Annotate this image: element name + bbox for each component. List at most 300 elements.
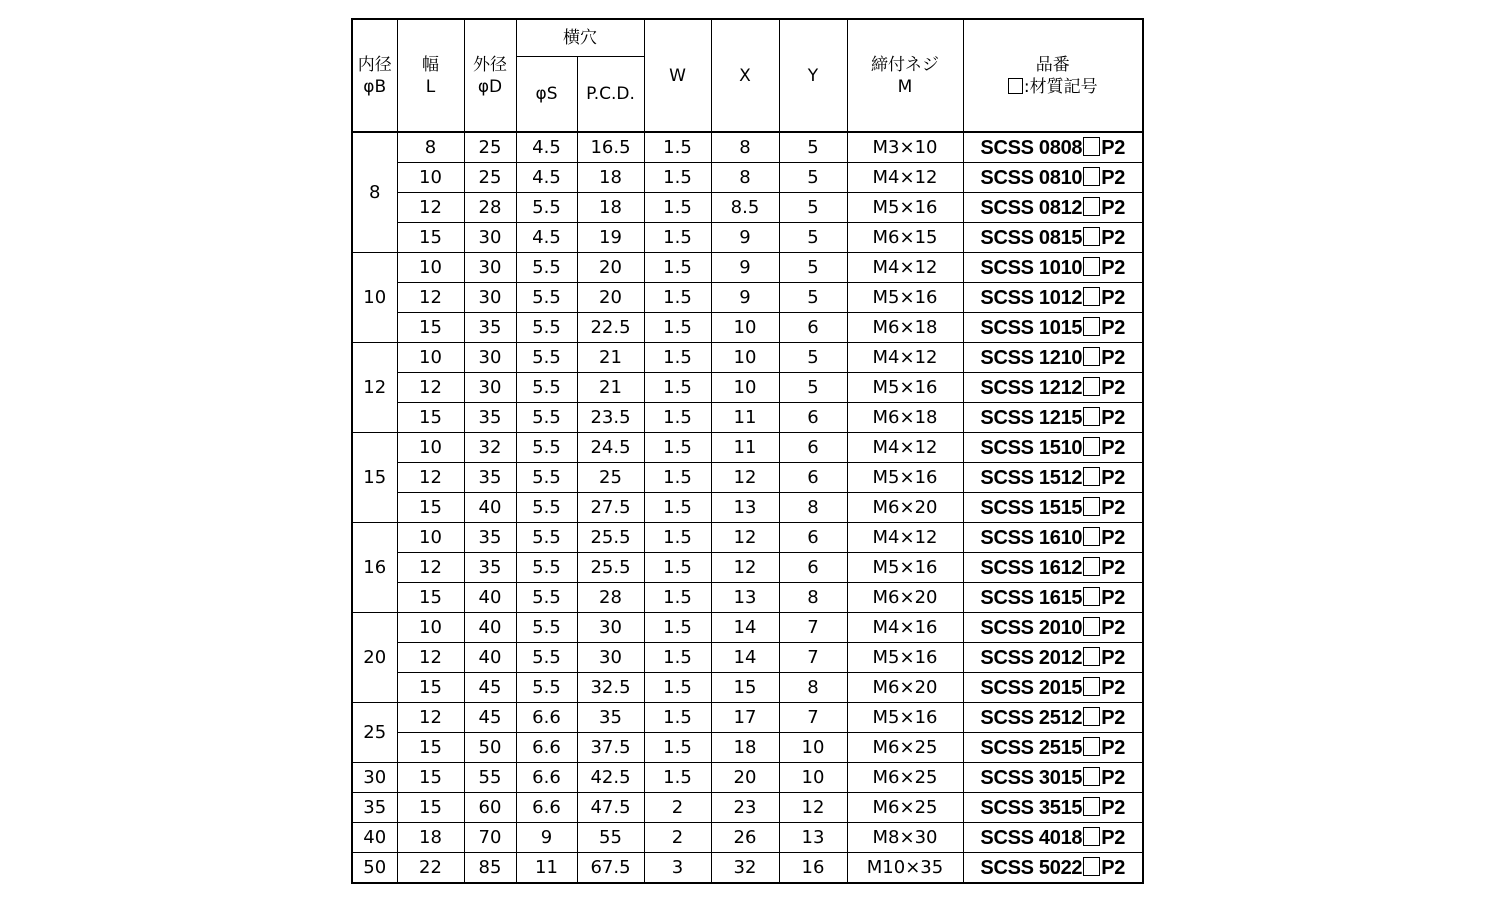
- part-number-suffix: P2: [1101, 377, 1126, 399]
- cell-d: 30: [464, 283, 516, 313]
- cell-part-number: [963, 733, 1143, 763]
- cell-part-number: [963, 493, 1143, 523]
- cell-d: 35: [464, 313, 516, 343]
- cell-s: 11: [516, 853, 577, 884]
- cell-part-number: [963, 403, 1143, 433]
- material-placeholder-box: [1083, 257, 1100, 276]
- cell-m: M6×25: [847, 763, 963, 793]
- cell-m: M5×16: [847, 373, 963, 403]
- cell-l: 12: [397, 283, 464, 313]
- material-placeholder-box: [1083, 737, 1100, 756]
- cell-d: 50: [464, 733, 516, 763]
- part-number-prefix: SCSS 1212: [980, 377, 1083, 399]
- header-hole-diameter: φS: [516, 57, 577, 133]
- cell-l: 15: [397, 583, 464, 613]
- cell-inner-diameter: 16: [352, 523, 397, 613]
- cell-w: 1.5: [644, 403, 711, 433]
- cell-w: 1.5: [644, 523, 711, 553]
- cell-d: 70: [464, 823, 516, 853]
- cell-pcd: 35: [577, 703, 644, 733]
- cell-y: 6: [779, 403, 847, 433]
- material-placeholder-box: [1083, 557, 1100, 576]
- table-row: [352, 823, 1143, 853]
- cell-x: 8.5: [711, 193, 779, 223]
- material-placeholder-box: [1083, 287, 1100, 306]
- cell-x: 17: [711, 703, 779, 733]
- cell-m: M6×20: [847, 583, 963, 613]
- cell-w: 1.5: [644, 343, 711, 373]
- cell-x: 15: [711, 673, 779, 703]
- cell-x: 10: [711, 373, 779, 403]
- cell-l: 15: [397, 733, 464, 763]
- cell-part-number: [963, 463, 1143, 493]
- cell-w: 1.5: [644, 643, 711, 673]
- cell-w: 1.5: [644, 223, 711, 253]
- cell-w: 1.5: [644, 283, 711, 313]
- material-placeholder-box: [1083, 437, 1100, 456]
- part-number-suffix: P2: [1101, 737, 1126, 759]
- cell-s: 9: [516, 823, 577, 853]
- table-row: [352, 613, 1143, 643]
- part-number-suffix: P2: [1101, 497, 1126, 519]
- table-row: [352, 733, 1143, 763]
- cell-pcd: 25.5: [577, 553, 644, 583]
- cell-l: 10: [397, 163, 464, 193]
- cell-part-number: [963, 373, 1143, 403]
- cell-pcd: 19: [577, 223, 644, 253]
- part-number-suffix: P2: [1101, 437, 1126, 459]
- cell-s: 5.5: [516, 673, 577, 703]
- cell-pcd: 24.5: [577, 433, 644, 463]
- cell-s: 5.5: [516, 283, 577, 313]
- part-number-prefix: SCSS 2515: [980, 737, 1083, 759]
- cell-l: 10: [397, 253, 464, 283]
- cell-m: M5×16: [847, 283, 963, 313]
- cell-l: 8: [397, 132, 464, 163]
- cell-x: 12: [711, 523, 779, 553]
- material-placeholder-box: [1083, 857, 1100, 876]
- table-row: [352, 703, 1143, 733]
- cell-y: 5: [779, 253, 847, 283]
- cell-l: 12: [397, 463, 464, 493]
- part-number-prefix: SCSS 1615: [980, 587, 1083, 609]
- part-number-prefix: SCSS 4018: [980, 827, 1083, 849]
- cell-inner-diameter: 50: [352, 853, 397, 884]
- cell-part-number: [963, 163, 1143, 193]
- cell-w: 1.5: [644, 313, 711, 343]
- cell-d: 30: [464, 373, 516, 403]
- cell-l: 12: [397, 553, 464, 583]
- header-screw: 締付ネジ M: [847, 19, 963, 132]
- cell-x: 9: [711, 253, 779, 283]
- cell-x: 9: [711, 283, 779, 313]
- cell-x: 26: [711, 823, 779, 853]
- table-row: [352, 673, 1143, 703]
- cell-part-number: [963, 583, 1143, 613]
- cell-inner-diameter: 12: [352, 343, 397, 433]
- cell-inner-diameter: 8: [352, 132, 397, 253]
- cell-x: 10: [711, 313, 779, 343]
- cell-part-number: [963, 253, 1143, 283]
- cell-m: M4×12: [847, 163, 963, 193]
- cell-pcd: 32.5: [577, 673, 644, 703]
- part-number-prefix: SCSS 0808: [980, 137, 1083, 159]
- part-number-suffix: P2: [1101, 467, 1126, 489]
- cell-s: 5.5: [516, 613, 577, 643]
- table-row: [352, 433, 1143, 463]
- cell-d: 35: [464, 553, 516, 583]
- cell-x: 14: [711, 613, 779, 643]
- part-number-suffix: P2: [1101, 287, 1126, 309]
- table-row: [352, 313, 1143, 343]
- cell-x: 20: [711, 763, 779, 793]
- cell-y: 8: [779, 493, 847, 523]
- cell-w: 1.5: [644, 163, 711, 193]
- table-row: [352, 373, 1143, 403]
- material-placeholder-box: [1083, 167, 1100, 186]
- cell-pcd: 25.5: [577, 523, 644, 553]
- cell-d: 40: [464, 643, 516, 673]
- cell-y: 6: [779, 553, 847, 583]
- cell-pcd: 27.5: [577, 493, 644, 523]
- cell-y: 5: [779, 193, 847, 223]
- cell-l: 15: [397, 313, 464, 343]
- material-placeholder-box: [1083, 587, 1100, 606]
- cell-inner-diameter: 10: [352, 253, 397, 343]
- cell-m: M6×18: [847, 403, 963, 433]
- cell-part-number: [963, 673, 1143, 703]
- header-width: 幅 L: [397, 19, 464, 132]
- cell-y: 6: [779, 523, 847, 553]
- cell-part-number: [963, 523, 1143, 553]
- table-row: [352, 493, 1143, 523]
- cell-y: 5: [779, 223, 847, 253]
- part-number-suffix: P2: [1101, 257, 1126, 279]
- part-number-prefix: SCSS 0815: [980, 227, 1083, 249]
- part-number-suffix: P2: [1101, 677, 1126, 699]
- table-row: [352, 763, 1143, 793]
- cell-x: 12: [711, 553, 779, 583]
- material-placeholder-box: [1083, 527, 1100, 546]
- cell-part-number: [963, 193, 1143, 223]
- cell-m: M4×12: [847, 523, 963, 553]
- part-number-suffix: P2: [1101, 317, 1126, 339]
- part-number-suffix: P2: [1101, 707, 1126, 729]
- cell-pcd: 42.5: [577, 763, 644, 793]
- cell-x: 8: [711, 163, 779, 193]
- material-placeholder-box: [1083, 677, 1100, 696]
- cell-y: 5: [779, 373, 847, 403]
- cell-w: 1.5: [644, 463, 711, 493]
- cell-x: 23: [711, 793, 779, 823]
- material-placeholder-box: [1083, 137, 1100, 156]
- cell-x: 8: [711, 132, 779, 163]
- cell-s: 6.6: [516, 703, 577, 733]
- part-number-suffix: P2: [1101, 857, 1126, 879]
- cell-d: 45: [464, 703, 516, 733]
- header-side-hole: 横穴: [516, 19, 644, 57]
- cell-l: 10: [397, 433, 464, 463]
- cell-pcd: 67.5: [577, 853, 644, 884]
- cell-inner-diameter: 40: [352, 823, 397, 853]
- cell-part-number: [963, 793, 1143, 823]
- cell-w: 1.5: [644, 373, 711, 403]
- part-number-suffix: P2: [1101, 767, 1126, 789]
- cell-l: 15: [397, 493, 464, 523]
- header-x: X: [711, 19, 779, 132]
- cell-inner-diameter: 25: [352, 703, 397, 763]
- material-placeholder-box: [1083, 647, 1100, 666]
- table-row: [352, 553, 1143, 583]
- cell-l: 15: [397, 223, 464, 253]
- part-number-prefix: SCSS 2010: [980, 617, 1083, 639]
- material-placeholder-box: [1083, 707, 1100, 726]
- part-number-suffix: P2: [1101, 227, 1126, 249]
- cell-l: 12: [397, 703, 464, 733]
- cell-m: M4×12: [847, 253, 963, 283]
- header-part-number: 品番 :材質記号: [963, 19, 1143, 132]
- part-number-suffix: P2: [1101, 407, 1126, 429]
- cell-x: 10: [711, 343, 779, 373]
- cell-s: 5.5: [516, 553, 577, 583]
- cell-x: 12: [711, 463, 779, 493]
- material-placeholder-box: [1083, 197, 1100, 216]
- cell-part-number: [963, 343, 1143, 373]
- cell-w: 1.5: [644, 583, 711, 613]
- cell-pcd: 20: [577, 253, 644, 283]
- cell-pcd: 21: [577, 373, 644, 403]
- cell-m: M6×25: [847, 793, 963, 823]
- cell-part-number: [963, 613, 1143, 643]
- cell-m: M6×18: [847, 313, 963, 343]
- cell-w: 2: [644, 823, 711, 853]
- table-row: [352, 253, 1143, 283]
- material-placeholder-box: [1083, 797, 1100, 816]
- cell-part-number: [963, 433, 1143, 463]
- header-outer-diameter: 外径 φD: [464, 19, 516, 132]
- cell-s: 4.5: [516, 223, 577, 253]
- material-placeholder-box: [1083, 767, 1100, 786]
- part-number-prefix: SCSS 0810: [980, 167, 1083, 189]
- cell-m: M5×16: [847, 703, 963, 733]
- cell-pcd: 55: [577, 823, 644, 853]
- cell-pcd: 18: [577, 163, 644, 193]
- cell-x: 11: [711, 403, 779, 433]
- cell-s: 5.5: [516, 493, 577, 523]
- part-number-prefix: SCSS 1215: [980, 407, 1083, 429]
- cell-d: 35: [464, 523, 516, 553]
- part-number-prefix: SCSS 3515: [980, 797, 1083, 819]
- part-number-prefix: SCSS 1612: [980, 557, 1083, 579]
- cell-inner-diameter: 15: [352, 433, 397, 523]
- material-placeholder-box: [1083, 377, 1100, 396]
- cell-part-number: [963, 853, 1143, 884]
- cell-l: 12: [397, 193, 464, 223]
- cell-w: 1.5: [644, 673, 711, 703]
- cell-l: 10: [397, 343, 464, 373]
- cell-inner-diameter: 20: [352, 613, 397, 703]
- cell-l: 15: [397, 403, 464, 433]
- cell-m: M5×16: [847, 463, 963, 493]
- cell-w: 1.5: [644, 493, 711, 523]
- material-placeholder-box: [1083, 227, 1100, 246]
- cell-s: 4.5: [516, 163, 577, 193]
- cell-s: 5.5: [516, 463, 577, 493]
- cell-part-number: [963, 223, 1143, 253]
- material-placeholder-box: [1083, 617, 1100, 636]
- part-number-prefix: SCSS 5022: [980, 857, 1083, 879]
- cell-d: 40: [464, 493, 516, 523]
- part-number-prefix: SCSS 2015: [980, 677, 1083, 699]
- cell-y: 5: [779, 343, 847, 373]
- part-number-suffix: P2: [1101, 617, 1126, 639]
- cell-s: 5.5: [516, 193, 577, 223]
- cell-y: 8: [779, 673, 847, 703]
- header-inner-diameter: 内径 φB: [352, 19, 397, 132]
- cell-w: 2: [644, 793, 711, 823]
- part-number-prefix: SCSS 1512: [980, 467, 1083, 489]
- part-number-prefix: SCSS 1610: [980, 527, 1083, 549]
- table-row: [352, 523, 1143, 553]
- cell-x: 18: [711, 733, 779, 763]
- cell-s: 5.5: [516, 403, 577, 433]
- table-row: [352, 403, 1143, 433]
- material-placeholder-box: [1083, 827, 1100, 846]
- cell-w: 3: [644, 853, 711, 884]
- cell-x: 9: [711, 223, 779, 253]
- cell-l: 15: [397, 793, 464, 823]
- cell-d: 40: [464, 613, 516, 643]
- cell-y: 10: [779, 763, 847, 793]
- cell-d: 35: [464, 463, 516, 493]
- cell-w: 1.5: [644, 132, 711, 163]
- cell-s: 5.5: [516, 373, 577, 403]
- cell-y: 7: [779, 643, 847, 673]
- cell-m: M6×20: [847, 493, 963, 523]
- cell-s: 4.5: [516, 132, 577, 163]
- cell-s: 5.5: [516, 433, 577, 463]
- header-w: W: [644, 19, 711, 132]
- cell-s: 5.5: [516, 253, 577, 283]
- spec-table: [351, 18, 1144, 884]
- cell-inner-diameter: 35: [352, 793, 397, 823]
- cell-s: 6.6: [516, 733, 577, 763]
- cell-y: 5: [779, 132, 847, 163]
- table-row: [352, 583, 1143, 613]
- cell-m: M10×35: [847, 853, 963, 884]
- part-number-suffix: P2: [1101, 137, 1126, 159]
- part-number-prefix: SCSS 2512: [980, 707, 1083, 729]
- cell-d: 25: [464, 163, 516, 193]
- cell-m: M6×25: [847, 733, 963, 763]
- part-number-prefix: SCSS 1210: [980, 347, 1083, 369]
- cell-l: 15: [397, 763, 464, 793]
- cell-m: M4×16: [847, 613, 963, 643]
- material-placeholder-box: [1083, 347, 1100, 366]
- part-number-prefix: SCSS 1012: [980, 287, 1083, 309]
- table-row: [352, 463, 1143, 493]
- cell-pcd: 22.5: [577, 313, 644, 343]
- cell-x: 11: [711, 433, 779, 463]
- table-row: [352, 343, 1143, 373]
- cell-d: 30: [464, 253, 516, 283]
- cell-x: 13: [711, 493, 779, 523]
- cell-pcd: 25: [577, 463, 644, 493]
- cell-m: M8×30: [847, 823, 963, 853]
- part-number-suffix: P2: [1101, 587, 1126, 609]
- cell-pcd: 16.5: [577, 132, 644, 163]
- cell-s: 5.5: [516, 523, 577, 553]
- cell-d: 55: [464, 763, 516, 793]
- table-row: [352, 193, 1143, 223]
- cell-s: 6.6: [516, 763, 577, 793]
- cell-l: 10: [397, 523, 464, 553]
- cell-y: 8: [779, 583, 847, 613]
- cell-pcd: 20: [577, 283, 644, 313]
- table-row: [352, 853, 1143, 884]
- cell-m: M5×16: [847, 553, 963, 583]
- table-row: [352, 132, 1143, 163]
- cell-part-number: [963, 132, 1143, 163]
- cell-y: 6: [779, 313, 847, 343]
- cell-w: 1.5: [644, 763, 711, 793]
- material-placeholder-box: [1083, 317, 1100, 336]
- cell-w: 1.5: [644, 703, 711, 733]
- part-number-suffix: P2: [1101, 167, 1126, 189]
- cell-d: 85: [464, 853, 516, 884]
- part-number-suffix: P2: [1101, 827, 1126, 849]
- cell-d: 25: [464, 132, 516, 163]
- table-header: [352, 19, 1143, 132]
- cell-part-number: [963, 313, 1143, 343]
- cell-part-number: [963, 703, 1143, 733]
- cell-w: 1.5: [644, 733, 711, 763]
- cell-w: 1.5: [644, 433, 711, 463]
- cell-l: 12: [397, 643, 464, 673]
- cell-l: 18: [397, 823, 464, 853]
- header-pcd: P.C.D.: [577, 57, 644, 133]
- part-number-suffix: P2: [1101, 647, 1126, 669]
- cell-m: M4×12: [847, 343, 963, 373]
- cell-x: 13: [711, 583, 779, 613]
- part-number-prefix: SCSS 3015: [980, 767, 1083, 789]
- table-row: [352, 643, 1143, 673]
- cell-m: M4×12: [847, 433, 963, 463]
- cell-pcd: 18: [577, 193, 644, 223]
- cell-s: 6.6: [516, 793, 577, 823]
- material-placeholder-box: [1083, 407, 1100, 426]
- cell-l: 10: [397, 613, 464, 643]
- material-placeholder-box: [1008, 78, 1023, 94]
- cell-w: 1.5: [644, 253, 711, 283]
- cell-l: 22: [397, 853, 464, 884]
- part-number-suffix: P2: [1101, 527, 1126, 549]
- cell-part-number: [963, 823, 1143, 853]
- cell-d: 30: [464, 343, 516, 373]
- material-placeholder-box: [1083, 467, 1100, 486]
- material-placeholder-box: [1083, 497, 1100, 516]
- cell-part-number: [963, 643, 1143, 673]
- part-number-prefix: SCSS 1510: [980, 437, 1083, 459]
- part-number-prefix: SCSS 1515: [980, 497, 1083, 519]
- cell-pcd: 47.5: [577, 793, 644, 823]
- table-row: [352, 163, 1143, 193]
- cell-d: 45: [464, 673, 516, 703]
- cell-y: 7: [779, 703, 847, 733]
- cell-y: 7: [779, 613, 847, 643]
- cell-pcd: 28: [577, 583, 644, 613]
- cell-y: 13: [779, 823, 847, 853]
